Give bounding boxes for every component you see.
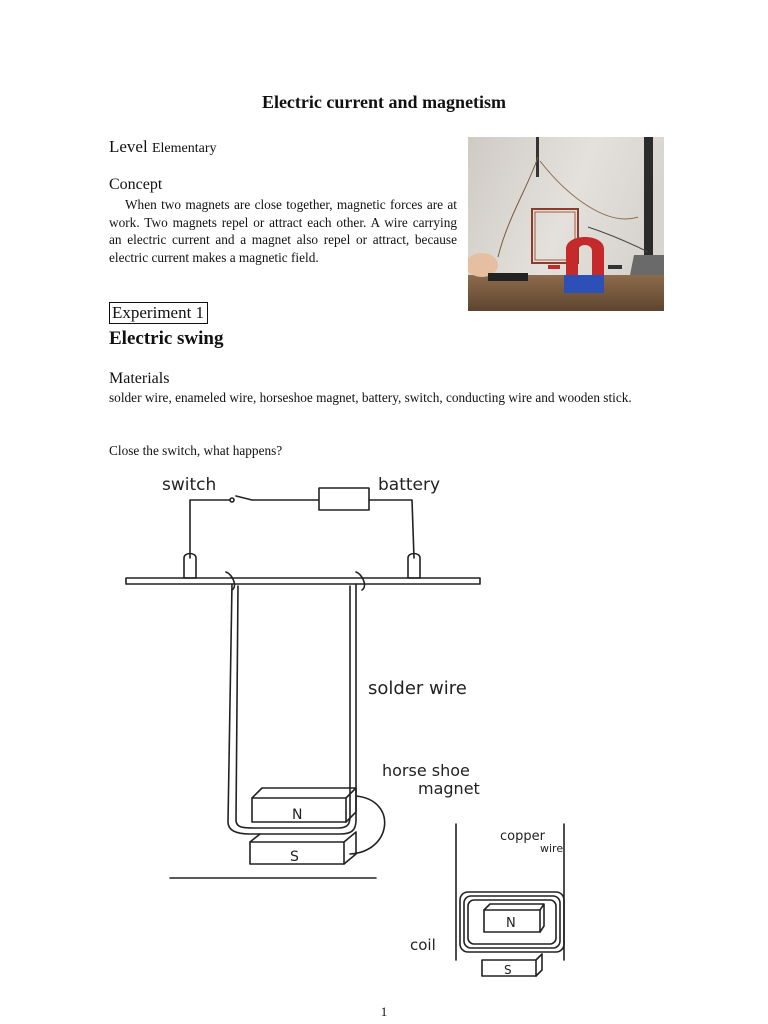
label-coil: coil — [410, 936, 436, 954]
wire-loops — [226, 572, 364, 590]
solder-wire-inner — [236, 586, 350, 828]
label-north-small: N — [506, 916, 516, 931]
switch-lever — [236, 496, 318, 500]
materials-body: solder wire, enameled wire, horseshoe magnet, battery, switch, conducting wire and wooden stick. — [109, 390, 632, 405]
label-wire: wire — [540, 842, 564, 855]
battery-shape — [319, 488, 369, 510]
label-switch: switch — [162, 475, 217, 495]
experiment-diagram — [0, 460, 768, 1000]
magnet-south-top — [250, 832, 356, 864]
wire-left-vertical — [190, 500, 230, 558]
experiment-title: Electric swing — [109, 328, 224, 349]
label-south-small: S — [504, 963, 512, 977]
materials-heading: Materials — [109, 370, 170, 387]
label-battery: battery — [378, 475, 441, 495]
concept-body: When two magnets are close together, magnetic forces are at work. Two magnets repel or attract each other. A wire carrying an electric current and a magnet also repel or attract, because electric current makes a magnetic field. — [109, 197, 457, 265]
question-text: Close the switch, what happens? — [109, 443, 283, 458]
experiment-photo — [468, 137, 664, 311]
label-horse-shoe: horse shoe — [382, 761, 470, 780]
switch-contact — [230, 498, 234, 502]
level-line — [109, 137, 216, 157]
magnet-north-top — [252, 788, 356, 822]
coil-magnet-south-side — [536, 954, 542, 976]
label-north: N — [292, 807, 303, 823]
label-south: S — [290, 849, 299, 865]
level-value: Elementary — [151, 141, 217, 156]
label-solder-wire: solder wire — [368, 678, 467, 699]
wire-right-vertical — [369, 500, 414, 558]
solder-wire-outer — [228, 584, 356, 834]
label-copper: copper — [500, 829, 545, 844]
label-magnet: magnet — [418, 779, 480, 798]
level-label: Level — [109, 137, 148, 156]
experiment-photo-image — [468, 137, 664, 311]
page-number: 1 — [380, 1004, 388, 1019]
page-title: Electric current and magnetism — [261, 92, 507, 112]
wooden-stick — [126, 578, 480, 584]
experiment-label: Experiment 1 — [109, 302, 208, 324]
concept-heading: Concept — [109, 176, 163, 193]
